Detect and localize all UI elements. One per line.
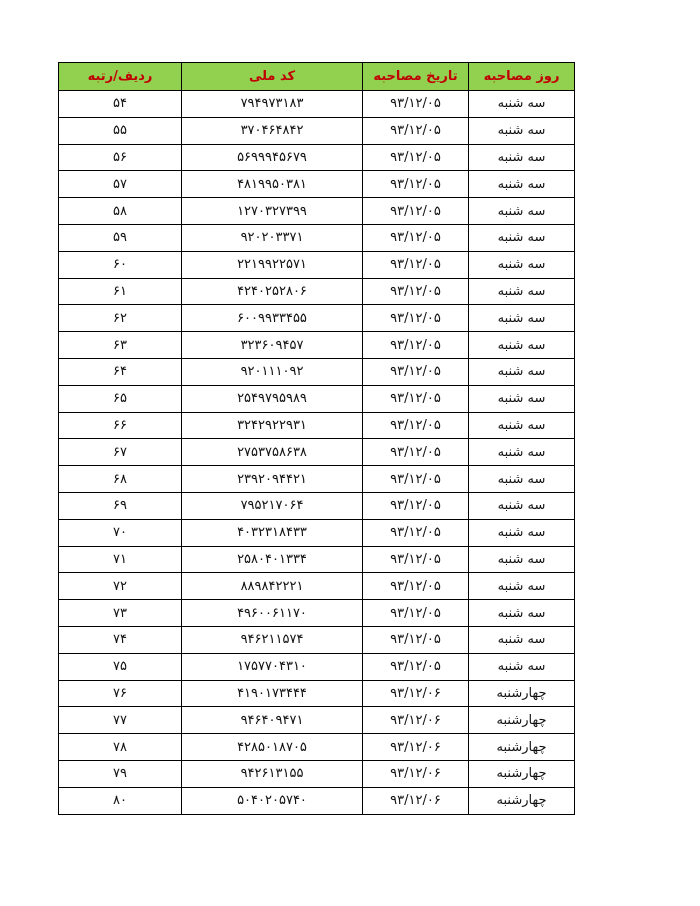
header-national-code: کد ملی — [182, 63, 363, 91]
table-row — [59, 91, 575, 118]
national-code-cell: ۲۲۱۹۹۲۲۵۷۱ — [182, 251, 363, 278]
rank-cell: ۷۷ — [59, 707, 182, 734]
interview-date-cell: ۹۳/۱۲/۰۵ — [363, 278, 469, 305]
national-code-cell: ۴۲۴۰۲۵۲۸۰۶ — [182, 278, 363, 305]
interview-day-cell: چهارشنبه — [469, 707, 575, 734]
interview-date-cell: ۹۳/۱۲/۰۵ — [363, 224, 469, 251]
table-row — [59, 144, 575, 171]
interview-date-cell: ۹۳/۱۲/۰۵ — [363, 519, 469, 546]
table-row — [59, 358, 575, 385]
table-row — [59, 198, 575, 225]
table-body — [59, 91, 575, 815]
table-row — [59, 412, 575, 439]
national-code-cell: ۴۹۶۰۰۶۱۱۷۰ — [182, 600, 363, 627]
table-row — [59, 707, 575, 734]
table-row — [59, 734, 575, 761]
table-row — [59, 171, 575, 198]
rank-cell: ۶۴ — [59, 358, 182, 385]
interview-day-cell: سه شنبه — [469, 439, 575, 466]
national-code-cell: ۱۷۵۷۷۰۴۳۱۰ — [182, 653, 363, 680]
interview-date-cell: ۹۳/۱۲/۰۵ — [363, 117, 469, 144]
interview-date-cell: ۹۳/۱۲/۰۵ — [363, 198, 469, 225]
rank-cell: ۷۱ — [59, 546, 182, 573]
header-interview-date: تاریخ مصاحبه — [363, 63, 469, 91]
interview-day-cell: سه شنبه — [469, 600, 575, 627]
interview-day-cell: سه شنبه — [469, 224, 575, 251]
national-code-cell: ۳۷۰۴۶۴۸۴۲ — [182, 117, 363, 144]
table-row — [59, 519, 575, 546]
national-code-cell: ۳۲۴۲۹۲۲۹۳۱ — [182, 412, 363, 439]
table-row — [59, 787, 575, 814]
rank-cell: ۵۷ — [59, 171, 182, 198]
interview-day-cell: سه شنبه — [469, 412, 575, 439]
rank-cell: ۵۹ — [59, 224, 182, 251]
national-code-cell: ۴۸۱۹۹۵۰۳۸۱ — [182, 171, 363, 198]
rank-cell: ۶۱ — [59, 278, 182, 305]
rank-cell: ۶۶ — [59, 412, 182, 439]
rank-cell: ۶۳ — [59, 332, 182, 359]
table-row — [59, 492, 575, 519]
interview-date-cell: ۹۳/۱۲/۰۵ — [363, 492, 469, 519]
national-code-cell: ۸۸۹۸۴۲۲۲۱ — [182, 573, 363, 600]
national-code-cell: ۴۱۹۰۱۷۳۴۴۴ — [182, 680, 363, 707]
interview-day-cell: سه شنبه — [469, 144, 575, 171]
interview-date-cell: ۹۳/۱۲/۰۵ — [363, 91, 469, 118]
table-row — [59, 546, 575, 573]
interview-date-cell: ۹۳/۱۲/۰۵ — [363, 546, 469, 573]
national-code-cell: ۹۴۲۶۱۳۱۵۵ — [182, 760, 363, 787]
rank-cell: ۷۸ — [59, 734, 182, 761]
table-row — [59, 224, 575, 251]
national-code-cell: ۴۰۳۲۳۱۸۴۳۳ — [182, 519, 363, 546]
rank-cell: ۷۶ — [59, 680, 182, 707]
rank-cell: ۶۲ — [59, 305, 182, 332]
national-code-cell: ۳۲۳۶۰۹۴۵۷ — [182, 332, 363, 359]
national-code-cell: ۷۹۴۹۷۳۱۸۳ — [182, 91, 363, 118]
interview-date-cell: ۹۳/۱۲/۰۶ — [363, 734, 469, 761]
interview-day-cell: سه شنبه — [469, 519, 575, 546]
table-row — [59, 573, 575, 600]
table-row — [59, 760, 575, 787]
rank-cell: ۷۴ — [59, 626, 182, 653]
rank-cell: ۶۸ — [59, 466, 182, 493]
national-code-cell: ۶۰۰۹۹۳۳۴۵۵ — [182, 305, 363, 332]
national-code-cell: ۵۰۴۰۲۰۵۷۴۰ — [182, 787, 363, 814]
interview-day-cell: چهارشنبه — [469, 760, 575, 787]
interview-date-cell: ۹۳/۱۲/۰۵ — [363, 439, 469, 466]
national-code-cell: ۹۴۶۲۱۱۵۷۴ — [182, 626, 363, 653]
interview-date-cell: ۹۳/۱۲/۰۵ — [363, 171, 469, 198]
national-code-cell: ۱۲۷۰۳۲۷۳۹۹ — [182, 198, 363, 225]
table-header-row — [59, 63, 575, 91]
rank-cell: ۵۶ — [59, 144, 182, 171]
rank-cell: ۷۳ — [59, 600, 182, 627]
interview-day-cell: سه شنبه — [469, 91, 575, 118]
national-code-cell: ۲۵۴۹۷۹۵۹۸۹ — [182, 385, 363, 412]
interview-date-cell: ۹۳/۱۲/۰۵ — [363, 466, 469, 493]
interview-day-cell: سه شنبه — [469, 358, 575, 385]
table-row — [59, 305, 575, 332]
table-row — [59, 385, 575, 412]
interview-date-cell: ۹۳/۱۲/۰۵ — [363, 332, 469, 359]
interview-day-cell: چهارشنبه — [469, 734, 575, 761]
interview-date-cell: ۹۳/۱۲/۰۶ — [363, 680, 469, 707]
interview-day-cell: سه شنبه — [469, 653, 575, 680]
national-code-cell: ۲۷۵۳۷۵۸۶۳۸ — [182, 439, 363, 466]
rank-cell: ۶۰ — [59, 251, 182, 278]
interview-day-cell: سه شنبه — [469, 171, 575, 198]
interview-day-cell: سه شنبه — [469, 251, 575, 278]
header-interview-day: روز مصاحبه — [469, 63, 575, 91]
interview-day-cell: سه شنبه — [469, 305, 575, 332]
interview-date-cell: ۹۳/۱۲/۰۵ — [363, 573, 469, 600]
rank-cell: ۵۸ — [59, 198, 182, 225]
rank-cell: ۸۰ — [59, 787, 182, 814]
rank-cell: ۵۴ — [59, 91, 182, 118]
rank-cell: ۷۵ — [59, 653, 182, 680]
national-code-cell: ۲۳۹۲۰۹۴۴۲۱ — [182, 466, 363, 493]
interview-day-cell: سه شنبه — [469, 117, 575, 144]
interview-day-cell: سه شنبه — [469, 492, 575, 519]
rank-cell: ۶۵ — [59, 385, 182, 412]
national-code-cell: ۷۹۵۲۱۷۰۶۴ — [182, 492, 363, 519]
rank-cell: ۷۰ — [59, 519, 182, 546]
interview-day-cell: سه شنبه — [469, 198, 575, 225]
interview-date-cell: ۹۳/۱۲/۰۵ — [363, 251, 469, 278]
national-code-cell: ۴۲۸۵۰۱۸۷۰۵ — [182, 734, 363, 761]
national-code-cell: ۹۲۰۲۰۳۳۷۱ — [182, 224, 363, 251]
rank-cell: ۷۹ — [59, 760, 182, 787]
interview-date-cell: ۹۳/۱۲/۰۵ — [363, 358, 469, 385]
table-row — [59, 466, 575, 493]
interview-day-cell: سه شنبه — [469, 385, 575, 412]
interview-table — [58, 62, 575, 815]
interview-date-cell: ۹۳/۱۲/۰۶ — [363, 787, 469, 814]
interview-day-cell: سه شنبه — [469, 332, 575, 359]
rank-cell: ۵۵ — [59, 117, 182, 144]
table-row — [59, 117, 575, 144]
interview-day-cell: چهارشنبه — [469, 787, 575, 814]
interview-day-cell: چهارشنبه — [469, 680, 575, 707]
table-row — [59, 332, 575, 359]
interview-date-cell: ۹۳/۱۲/۰۵ — [363, 653, 469, 680]
table-row — [59, 439, 575, 466]
rank-cell: ۶۹ — [59, 492, 182, 519]
interview-day-cell: سه شنبه — [469, 278, 575, 305]
interview-day-cell: سه شنبه — [469, 546, 575, 573]
table-row — [59, 600, 575, 627]
interview-date-cell: ۹۳/۱۲/۰۶ — [363, 760, 469, 787]
national-code-cell: ۵۶۹۹۹۴۵۶۷۹ — [182, 144, 363, 171]
rank-cell: ۶۷ — [59, 439, 182, 466]
rank-cell: ۷۲ — [59, 573, 182, 600]
national-code-cell: ۹۲۰۱۱۱۰۹۲ — [182, 358, 363, 385]
table-row — [59, 251, 575, 278]
table-row — [59, 680, 575, 707]
table-row — [59, 278, 575, 305]
interview-date-cell: ۹۳/۱۲/۰۵ — [363, 412, 469, 439]
interview-date-cell: ۹۳/۱۲/۰۵ — [363, 144, 469, 171]
interview-date-cell: ۹۳/۱۲/۰۵ — [363, 385, 469, 412]
interview-day-cell: سه شنبه — [469, 466, 575, 493]
header-rank: ردیف/رتبه — [59, 63, 182, 91]
table-row — [59, 626, 575, 653]
interview-day-cell: سه شنبه — [469, 626, 575, 653]
interview-date-cell: ۹۳/۱۲/۰۵ — [363, 600, 469, 627]
national-code-cell: ۹۴۶۴۰۹۴۷۱ — [182, 707, 363, 734]
table-row — [59, 653, 575, 680]
interview-date-cell: ۹۳/۱۲/۰۶ — [363, 707, 469, 734]
national-code-cell: ۲۵۸۰۴۰۱۳۳۴ — [182, 546, 363, 573]
interview-date-cell: ۹۳/۱۲/۰۵ — [363, 305, 469, 332]
interview-day-cell: سه شنبه — [469, 573, 575, 600]
interview-date-cell: ۹۳/۱۲/۰۵ — [363, 626, 469, 653]
